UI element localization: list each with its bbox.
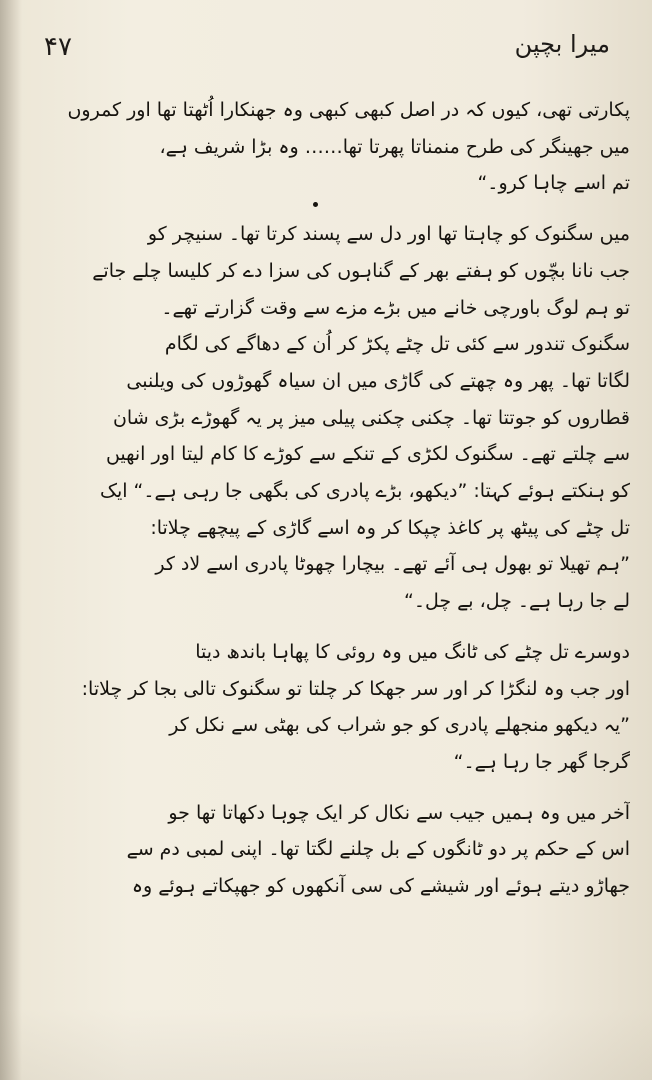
text-line: لگاتا تھا۔ پھر وہ چھتے کی گاڑی میں ان سیاہ گھوڑوں کی ویلنبی: [126, 369, 630, 392]
paragraph: [44, 326, 630, 620]
text-line: پکارتی تھی، کیوں کہ در اصل کبھی کبھی وہ جھنکارا اُٹھتا تھا اور کمروں: [67, 99, 630, 121]
text-line: تل چٹے کی پیٹھ پر کاغذ چپکا کر وہ اسے گاڑی کے پیچھے چلاتا:: [150, 516, 630, 539]
text-line: سے چلتے تھے۔ سگنوک لکڑی کے تنکے سے کوڑے کا کام لیتا اور انھیں: [105, 443, 630, 466]
page-bottom-margin: [0, 1008, 652, 1080]
running-head-title: میرا بچپن: [514, 30, 610, 58]
text-line: ”یہ دیکھو منجھلے پادری کو جو شراب کی بھٹی سے نکل کر: [169, 714, 630, 737]
page-number: ۴۷: [44, 32, 72, 62]
paragraph: [44, 92, 630, 202]
text-line: جب نانا بچّوں کو ہفتے بھر کے گناہوں کی سزا دے کر کلیسا چلے جاتے: [92, 259, 630, 282]
page-header: [40, 28, 610, 68]
text-line: سگنوک تندور سے کئی تل چٹے پکڑ کر اُن کے دھاگے کی لگام: [164, 333, 630, 356]
text-line: تو ہم لوگ باورچی خانے میں بڑے مزے سے وقت گزارتے تھے۔: [161, 296, 630, 319]
text-line: دوسرے تل چٹے کی ٹانگ میں وہ روئی کا پھاہا باندھ دیتا: [195, 640, 630, 663]
text-line: تم اسے چاہا کرو۔“: [477, 172, 630, 195]
text-line: کو ہنکتے ہوئے کہتا: ”دیکھو، بڑے پادری کی بگھی جا رہی ہے۔“ ایک: [99, 480, 630, 503]
text-line: اور جب وہ لنگڑا کر اور سر جھکا کر چلتا تو سگنوک تالی بجا کر چلاتا:: [81, 677, 630, 700]
text-line: جھاڑو دیتے ہوئے اور شیشے کی سی آنکھوں کو جھپکاتے ہوئے وہ: [131, 875, 630, 898]
text-line: قطاروں کو جوتتا تھا۔ چکنی چکنی پیلی میز پر یہ گھوڑے بڑی شان: [112, 406, 630, 429]
text-line: لے جا رہا ہے۔ چل، بے چل۔“: [404, 590, 630, 613]
text-line: گرجا گھر جا رہا ہے۔“: [453, 750, 630, 773]
text-line: اس کے حکم پر دو ٹانگوں کے بل چلنے لگتا تھا۔ اپنی لمبی دم سے: [126, 838, 630, 861]
body-text: [44, 92, 630, 905]
text-line: میں جھینگر کی طرح منمناتا پھرتا تھا…… وہ بڑا شریف ہے،: [159, 135, 630, 158]
text-line: میں سگنوک کو چاہتا تھا اور دل سے پسند کرتا تھا۔ سنیچر کو: [147, 223, 630, 246]
text-line: آخر میں وہ ہمیں جیب سے نکال کر ایک چوہا دکھاتا تھا جو: [168, 801, 630, 824]
paragraph: [44, 634, 630, 781]
paragraph: [44, 216, 630, 326]
page-spine-shadow: [0, 0, 22, 1080]
paragraph: [44, 795, 630, 905]
text-line: ”ہم تھیلا تو بھول ہی آئے تھے۔ بیچارا چھوٹا پادری اسے لاد کر: [155, 553, 630, 576]
